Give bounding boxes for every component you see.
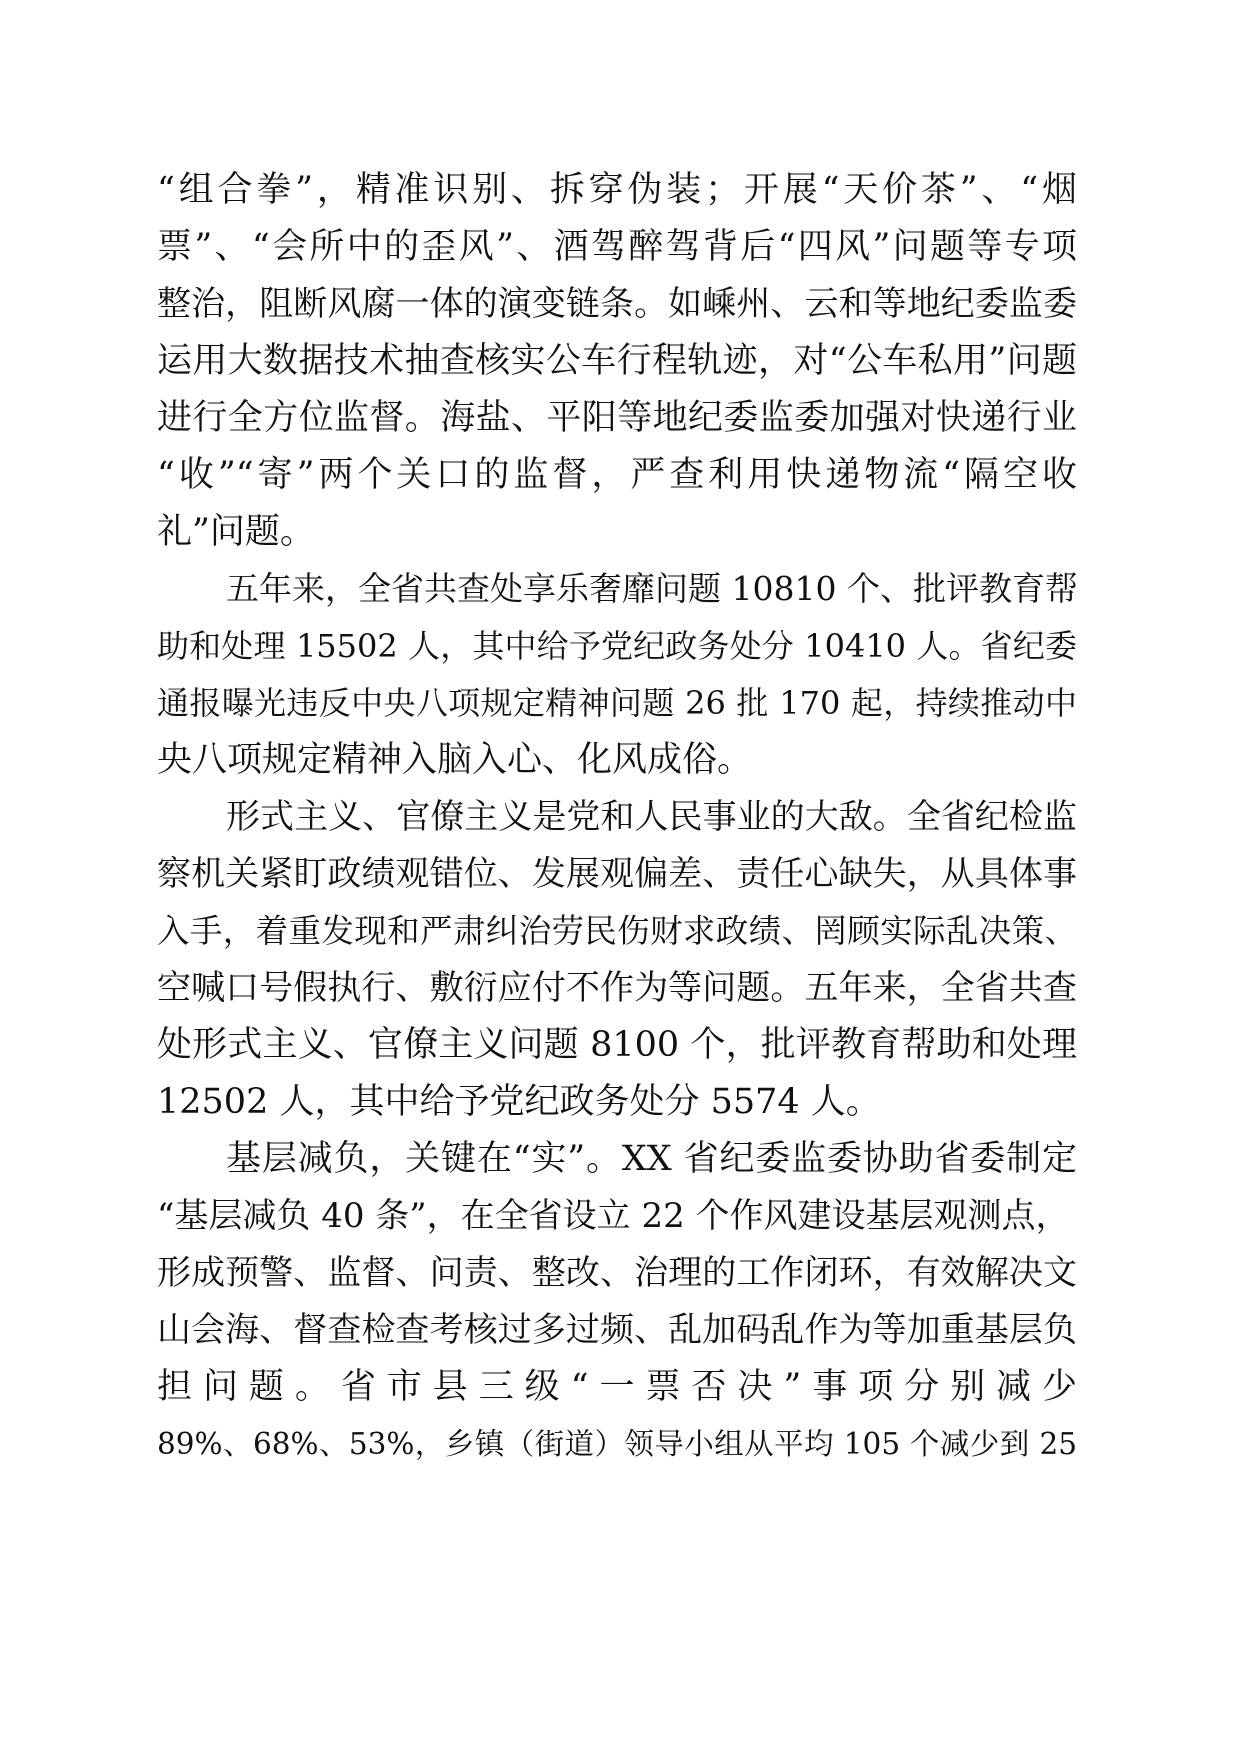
text-line: 礼”问题。 xyxy=(157,512,315,552)
text-line: 察机关紧盯政绩观错位、发展观偏差、责任心缺失，从具体事 xyxy=(157,854,1077,894)
text-line: 通报曝光违反中央八项规定精神问题 26 批 170 起，持续推动中 xyxy=(157,684,1077,722)
text-line: 整治，阻断风腐一体的演变链条。如嵊州、云和等地纪委监委 xyxy=(157,284,1077,324)
paragraph-first-line: 形式主义、官僚主义是党和人民事业的大敌。全省纪检监 xyxy=(226,797,1077,837)
text-line: 担问题。省市县三级“一票否决”事项分别减少 xyxy=(157,1367,1077,1407)
text-line: “基层减负 40 条”，在全省设立 22 个作风建设基层观测点， xyxy=(157,1196,1070,1236)
text-line: 89%、68%、53%，乡镇（街道）领导小组从平均 105 个减少到 25 xyxy=(157,1427,1077,1461)
text-line: 进行全方位监督。海盐、平阳等地纪委监委加强对快递行业 xyxy=(157,398,1077,438)
text-line: 央八项规定精神入脑入心、化风成俗。 xyxy=(157,740,753,780)
text-line: 票”、“会所中的歪风”、酒驾醉驾背后“四风”问题等专项 xyxy=(157,227,1077,267)
paragraph-first-line: 五年来，全省共查处享乐奢靡问题 10810 个、批评教育帮 xyxy=(226,569,1078,608)
text-line: 助和处理 15502 人，其中给予党纪政务处分 10410 人。省纪委 xyxy=(157,627,1077,665)
text-line: “收”“寄”两个关口的监督，严查利用快递物流“隔空收 xyxy=(157,455,1077,495)
text-line: 12502 人，其中给予党纪政务处分 5574 人。 xyxy=(157,1082,881,1122)
text-line: 山会海、督查检查考核过多过频、乱加码乱作为等加重基层负 xyxy=(157,1310,1077,1350)
text-line: “组合拳”，精准识别、拆穿伪装；开展“天价茶”、“烟 xyxy=(157,170,1077,210)
paragraph-first-line: 基层减负，关键在“实”。XX 省纪委监委协助省委制定 xyxy=(226,1139,1077,1179)
text-line: 运用大数据技术抽查核实公车行程轨迹，对“公车私用”问题 xyxy=(157,341,1077,381)
text-line: 处形式主义、官僚主义问题 8100 个，批评教育帮助和处理 xyxy=(157,1025,1077,1065)
text-line: 空喊口号假执行、敷衍应付不作为等问题。五年来，全省共查 xyxy=(157,968,1077,1008)
text-line: 入手，着重发现和严肃纠治劳民伤财求政绩、罔顾实际乱决策、 xyxy=(157,912,1077,950)
text-line: 形成预警、监督、问责、整改、治理的工作闭环，有效解决文 xyxy=(157,1253,1077,1293)
